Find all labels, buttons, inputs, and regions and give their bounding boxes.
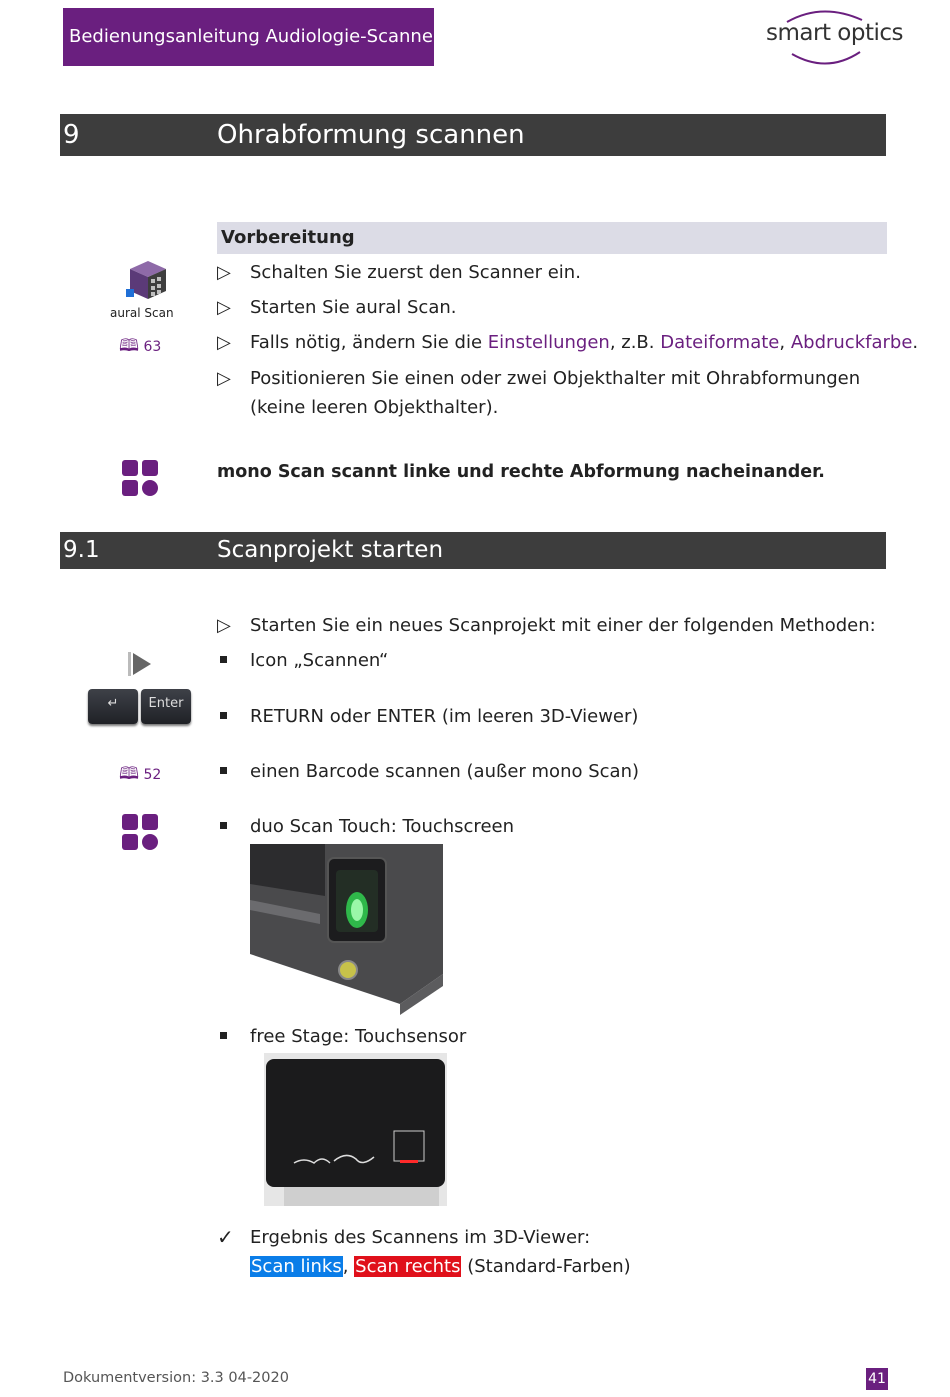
section-title: Ohrabformung scannen: [217, 120, 525, 150]
step-text: (keine leeren Objekthalter).: [250, 397, 499, 418]
smart-optics-logo: [762, 8, 903, 68]
page-number: 41: [866, 1368, 888, 1390]
square-bullet-icon: [217, 646, 241, 675]
step-text: Starten Sie aural Scan.: [250, 297, 457, 318]
triangle-bullet-icon: ▷: [217, 332, 231, 353]
list-item: [217, 328, 919, 357]
section-title: Scanprojekt starten: [217, 537, 444, 563]
text-segment: ,: [342, 1256, 349, 1277]
page-reference-63[interactable]: [119, 333, 161, 362]
step-text: [250, 328, 918, 357]
step-text: Starten Sie ein neues Scanprojekt mit einer der folgenden Methoden:: [250, 615, 876, 636]
method-text: free Stage: Touchsensor: [250, 1026, 467, 1047]
text-segment: Falls nötig, ändern Sie die: [250, 332, 488, 353]
method-text: RETURN oder ENTER (im leeren 3D-Viewer): [250, 706, 639, 727]
square-bullet-icon: [217, 812, 241, 841]
free-stage-touchsensor-photo: [264, 1053, 447, 1206]
impression-color-link[interactable]: Abdruckfarbe: [790, 332, 913, 353]
mono-scan-note: mono Scan scannt linke und rechte Abformung nacheinander.: [217, 462, 825, 482]
triangle-bullet-icon: ▷: [217, 615, 231, 636]
ref-page-number: 52: [143, 767, 162, 783]
text-segment: (Standard-Farben): [461, 1256, 631, 1277]
app-icon-label: aural Scan: [110, 306, 174, 320]
page-reference-52[interactable]: [119, 761, 161, 790]
triangle-bullet-icon: ▷: [217, 262, 231, 283]
modules-icon: [122, 814, 160, 852]
duo-scan-touchscreen-photo: [250, 844, 443, 1015]
list-item: [217, 364, 877, 422]
play-icon[interactable]: [127, 651, 153, 677]
scan-left-highlight: Scan links: [251, 1256, 342, 1277]
square-bullet-icon: [217, 757, 241, 786]
triangle-bullet-icon: ▷: [217, 297, 231, 318]
method-text: duo Scan Touch: Touchscreen: [250, 816, 514, 837]
aural-scan-app-icon[interactable]: [120, 257, 176, 305]
checkmark-icon: ✓: [217, 1225, 234, 1249]
list-item: [217, 646, 877, 675]
book-icon: 🕮: [119, 336, 140, 356]
text-segment: , z.B.: [609, 332, 661, 353]
list-item: [217, 1022, 877, 1051]
list-item: [217, 702, 877, 731]
settings-link[interactable]: Einstellungen: [487, 332, 610, 353]
section-heading-9: [60, 114, 886, 156]
result-text: Ergebnis des Scannens im 3D-Viewer:: [250, 1227, 591, 1248]
result-colors: [250, 1252, 631, 1281]
logo-text: smart optics: [766, 20, 903, 46]
list-item: [217, 611, 877, 640]
book-icon: 🕮: [119, 764, 140, 784]
scan-right-highlight: Scan rechts: [355, 1256, 461, 1277]
list-item: [217, 757, 877, 786]
text-segment: ,: [779, 332, 791, 353]
list-item: [217, 293, 877, 322]
preparation-heading: Vorbereitung: [217, 222, 887, 254]
triangle-bullet-icon: ▷: [217, 368, 231, 389]
section-heading-9-1: [60, 532, 886, 569]
method-text: einen Barcode scannen (außer mono Scan): [250, 761, 639, 782]
text-segment: .: [912, 332, 919, 353]
square-bullet-icon: [217, 1022, 241, 1051]
enter-key-icon[interactable]: [141, 689, 191, 724]
step-text: Schalten Sie zuerst den Scanner ein.: [250, 262, 581, 283]
header-banner: Bedienungsanleitung Audiologie-Scanner: [63, 8, 434, 66]
section-number: 9.1: [63, 537, 100, 563]
return-key-icon[interactable]: ↵: [88, 689, 138, 724]
document-version: Dokumentversion: 3.3 04-2020: [63, 1370, 289, 1386]
step-text: Positionieren Sie einen oder zwei Objekthalter mit Ohrabformungen: [250, 368, 861, 389]
file-formats-link[interactable]: Dateiformate: [660, 332, 780, 353]
ref-page-number: 63: [143, 339, 162, 355]
enter-key-label: Enter: [148, 696, 184, 711]
list-item: [217, 812, 877, 841]
method-text: Icon „Scannen“: [250, 650, 389, 671]
result-item: [217, 1223, 877, 1281]
modules-icon: [122, 460, 160, 498]
list-item: [217, 258, 877, 287]
square-bullet-icon: [217, 702, 241, 731]
section-number: 9: [63, 120, 80, 150]
